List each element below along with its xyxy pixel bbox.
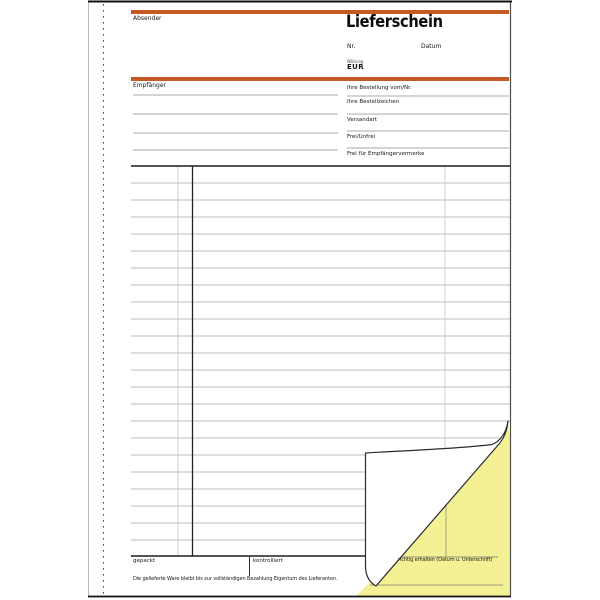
order-field-label-vermerke: Frei für Empfängervermerke xyxy=(347,151,425,157)
absender-label: Absender xyxy=(133,15,162,22)
currency-caption: Währung xyxy=(347,59,364,64)
orange-bar-top xyxy=(131,10,509,14)
order-field-label-frei-unfrei: Frei/Unfrei xyxy=(347,134,376,140)
empfaenger-label: Empfänger xyxy=(133,82,167,89)
received-label: richtig erhalten (Datum u. Unterschrift) xyxy=(398,557,493,563)
orange-bar-address xyxy=(131,77,509,81)
gepackt-label: gepackt xyxy=(133,558,156,564)
datum-label: Datum xyxy=(421,43,442,50)
form-title: Lieferschein xyxy=(346,12,443,32)
retention-clause: Die gelieferte Ware bleibt bis zur vollständigen Bezahlung Eigentum des Lieferanten. xyxy=(133,576,338,582)
order-field-label-bestellzeichen: Ihre Bestellzeichen xyxy=(347,99,400,105)
kontrolliert-label: kontrolliert xyxy=(253,558,283,564)
order-field-label-bestellung: Ihre Bestellung vom/Nr. xyxy=(347,85,412,91)
nr-label: Nr. xyxy=(347,43,356,50)
order-field-label-versandart: Versandart xyxy=(347,117,377,123)
currency-value: EUR xyxy=(347,63,365,71)
